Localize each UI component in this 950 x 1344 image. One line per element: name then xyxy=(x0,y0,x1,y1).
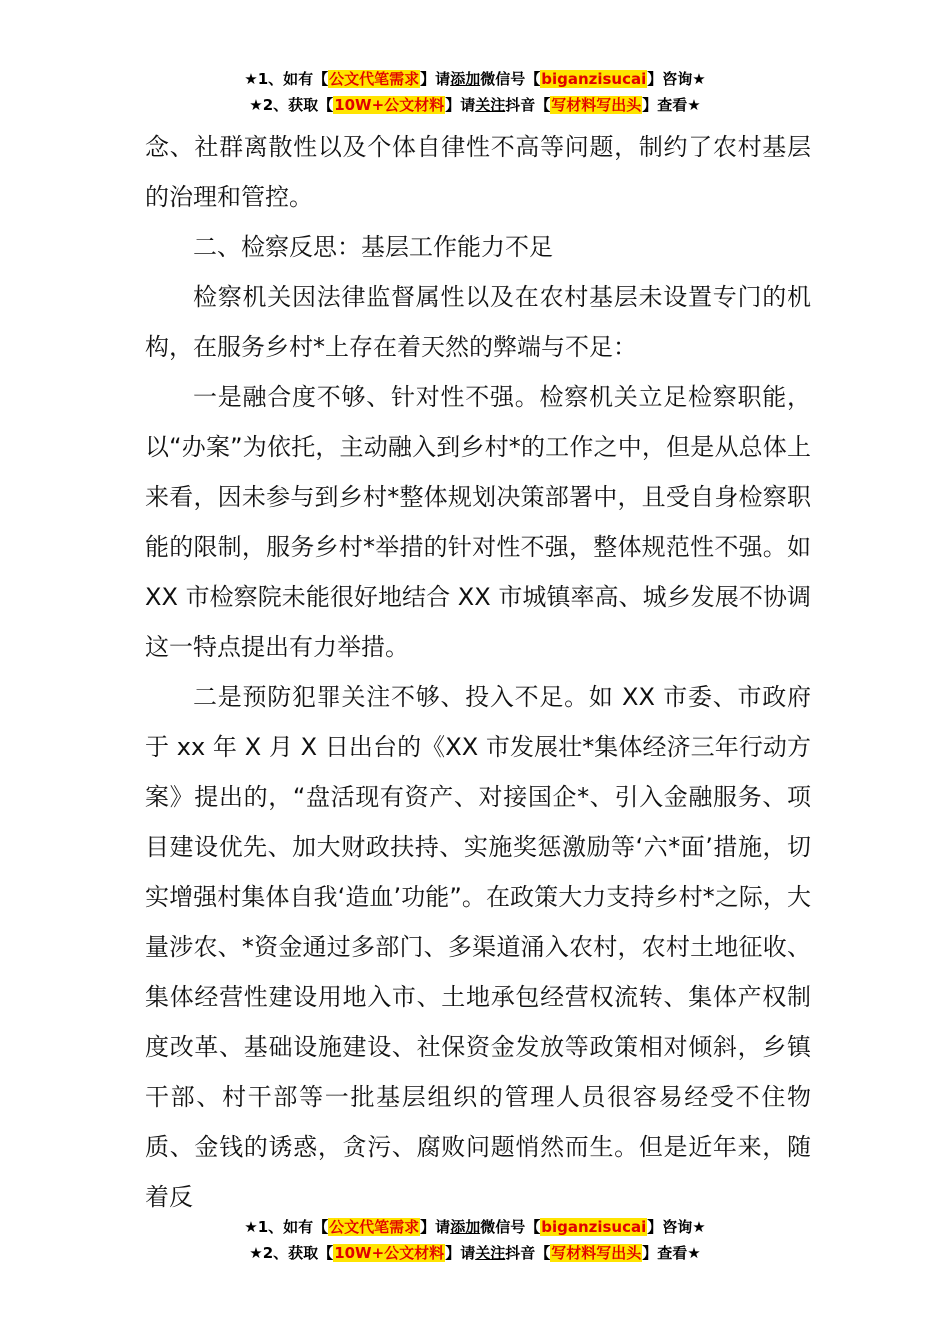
star-icon: ★ xyxy=(249,1244,263,1262)
paragraph: 二是预防犯罪关注不够、投入不足。如 XX 市委、市政府于 xx 年 X 月 X 日出台的《XX 市发展壮*集体经济三年行动方案》提出的，“盘活现有资产、对接国企*、引入金融服务、项目建设优先、加大财政扶持、实施奖惩激励等‘六*面’措施，切实增强村集体自我‘造血’功能”。在政策大力支持乡村*之际，大量涉农、*资金通过多部门、多渠道涌入农村，农村土地征收、集体经营性建设用地入市、土地承包经营权流转、集体产权制度改革、基础设施建设、社保资金发放等政策相对倾斜，乡镇干部、村干部等一批基层组织的管理人员很容易经受不住物质、金钱的诱惑，贪污、腐败问题悄然而生。但是近年来，随着反 xyxy=(145,683,811,1211)
highlight-wechat-id: biganzisucai xyxy=(541,70,647,88)
highlight-materials: 10W+公文材料 xyxy=(334,1244,445,1262)
highlight-wechat-id: biganzisucai xyxy=(541,1218,647,1236)
banner-text: 1、如有【 xyxy=(257,1218,329,1236)
highlight-materials: 10W+公文材料 xyxy=(334,96,445,114)
banner-line-1 xyxy=(0,66,950,92)
banner-text: 微信号【 xyxy=(480,1218,541,1236)
banner-text: 2、获取【 xyxy=(262,96,334,114)
banner-text: 】查看★ xyxy=(642,1244,701,1262)
highlight-douyin: 写材料写出头 xyxy=(551,1244,642,1262)
banner-text: 】请 xyxy=(445,96,476,114)
banner-text: 1、如有【 xyxy=(257,70,329,88)
star-icon: ★ xyxy=(244,70,258,88)
footer-banner xyxy=(0,1214,950,1266)
banner-text: 2、获取【 xyxy=(262,1244,334,1262)
banner-text: 】请 xyxy=(445,1244,476,1262)
banner-text: 抖音【 xyxy=(505,96,551,114)
document-body xyxy=(145,122,811,1222)
banner-emphasis: 添加 xyxy=(450,70,481,88)
paragraph: 一是融合度不够、针对性不强。检察机关立足检察职能，以“办案”为依托，主动融入到乡村*的工作之中，但是从总体上来看，因未参与到乡村*整体规划决策部署中，且受自身检察职能的限制，服务乡村*举措的针对性不强，整体规范性不强。如 XX 市检察院未能很好地结合 XX 市城镇率高、城乡发展不协调这一特点提出有力举措。 xyxy=(145,383,811,661)
header-banner xyxy=(0,66,950,118)
banner-emphasis: 关注 xyxy=(475,1244,506,1262)
highlight-douyin: 写材料写出头 xyxy=(551,96,642,114)
banner-text: 】请 xyxy=(420,70,451,88)
banner-line-2 xyxy=(0,92,950,118)
banner-line-1 xyxy=(0,1214,950,1240)
banner-line-2 xyxy=(0,1240,950,1266)
banner-emphasis: 添加 xyxy=(450,1218,481,1236)
banner-text: 微信号【 xyxy=(480,70,541,88)
paragraph-continuation: 念、社群离散性以及个体自律性不高等问题，制约了农村基层的治理和管控。 xyxy=(145,133,811,211)
highlight-service: 公文代笔需求 xyxy=(329,1218,420,1236)
section-heading: 二、检察反思：基层工作能力不足 xyxy=(193,233,553,261)
banner-text: 】请 xyxy=(420,1218,451,1236)
star-icon: ★ xyxy=(244,1218,258,1236)
highlight-service: 公文代笔需求 xyxy=(329,70,420,88)
paragraph: 检察机关因法律监督属性以及在农村基层未设置专门的机构，在服务乡村*上存在着天然的弊端与不足： xyxy=(145,283,811,361)
star-icon: ★ xyxy=(249,96,263,114)
banner-text: 】查看★ xyxy=(642,96,701,114)
banner-text: 抖音【 xyxy=(505,1244,551,1262)
banner-text: 】咨询★ xyxy=(647,70,706,88)
banner-text: 】咨询★ xyxy=(647,1218,706,1236)
banner-emphasis: 关注 xyxy=(475,96,506,114)
